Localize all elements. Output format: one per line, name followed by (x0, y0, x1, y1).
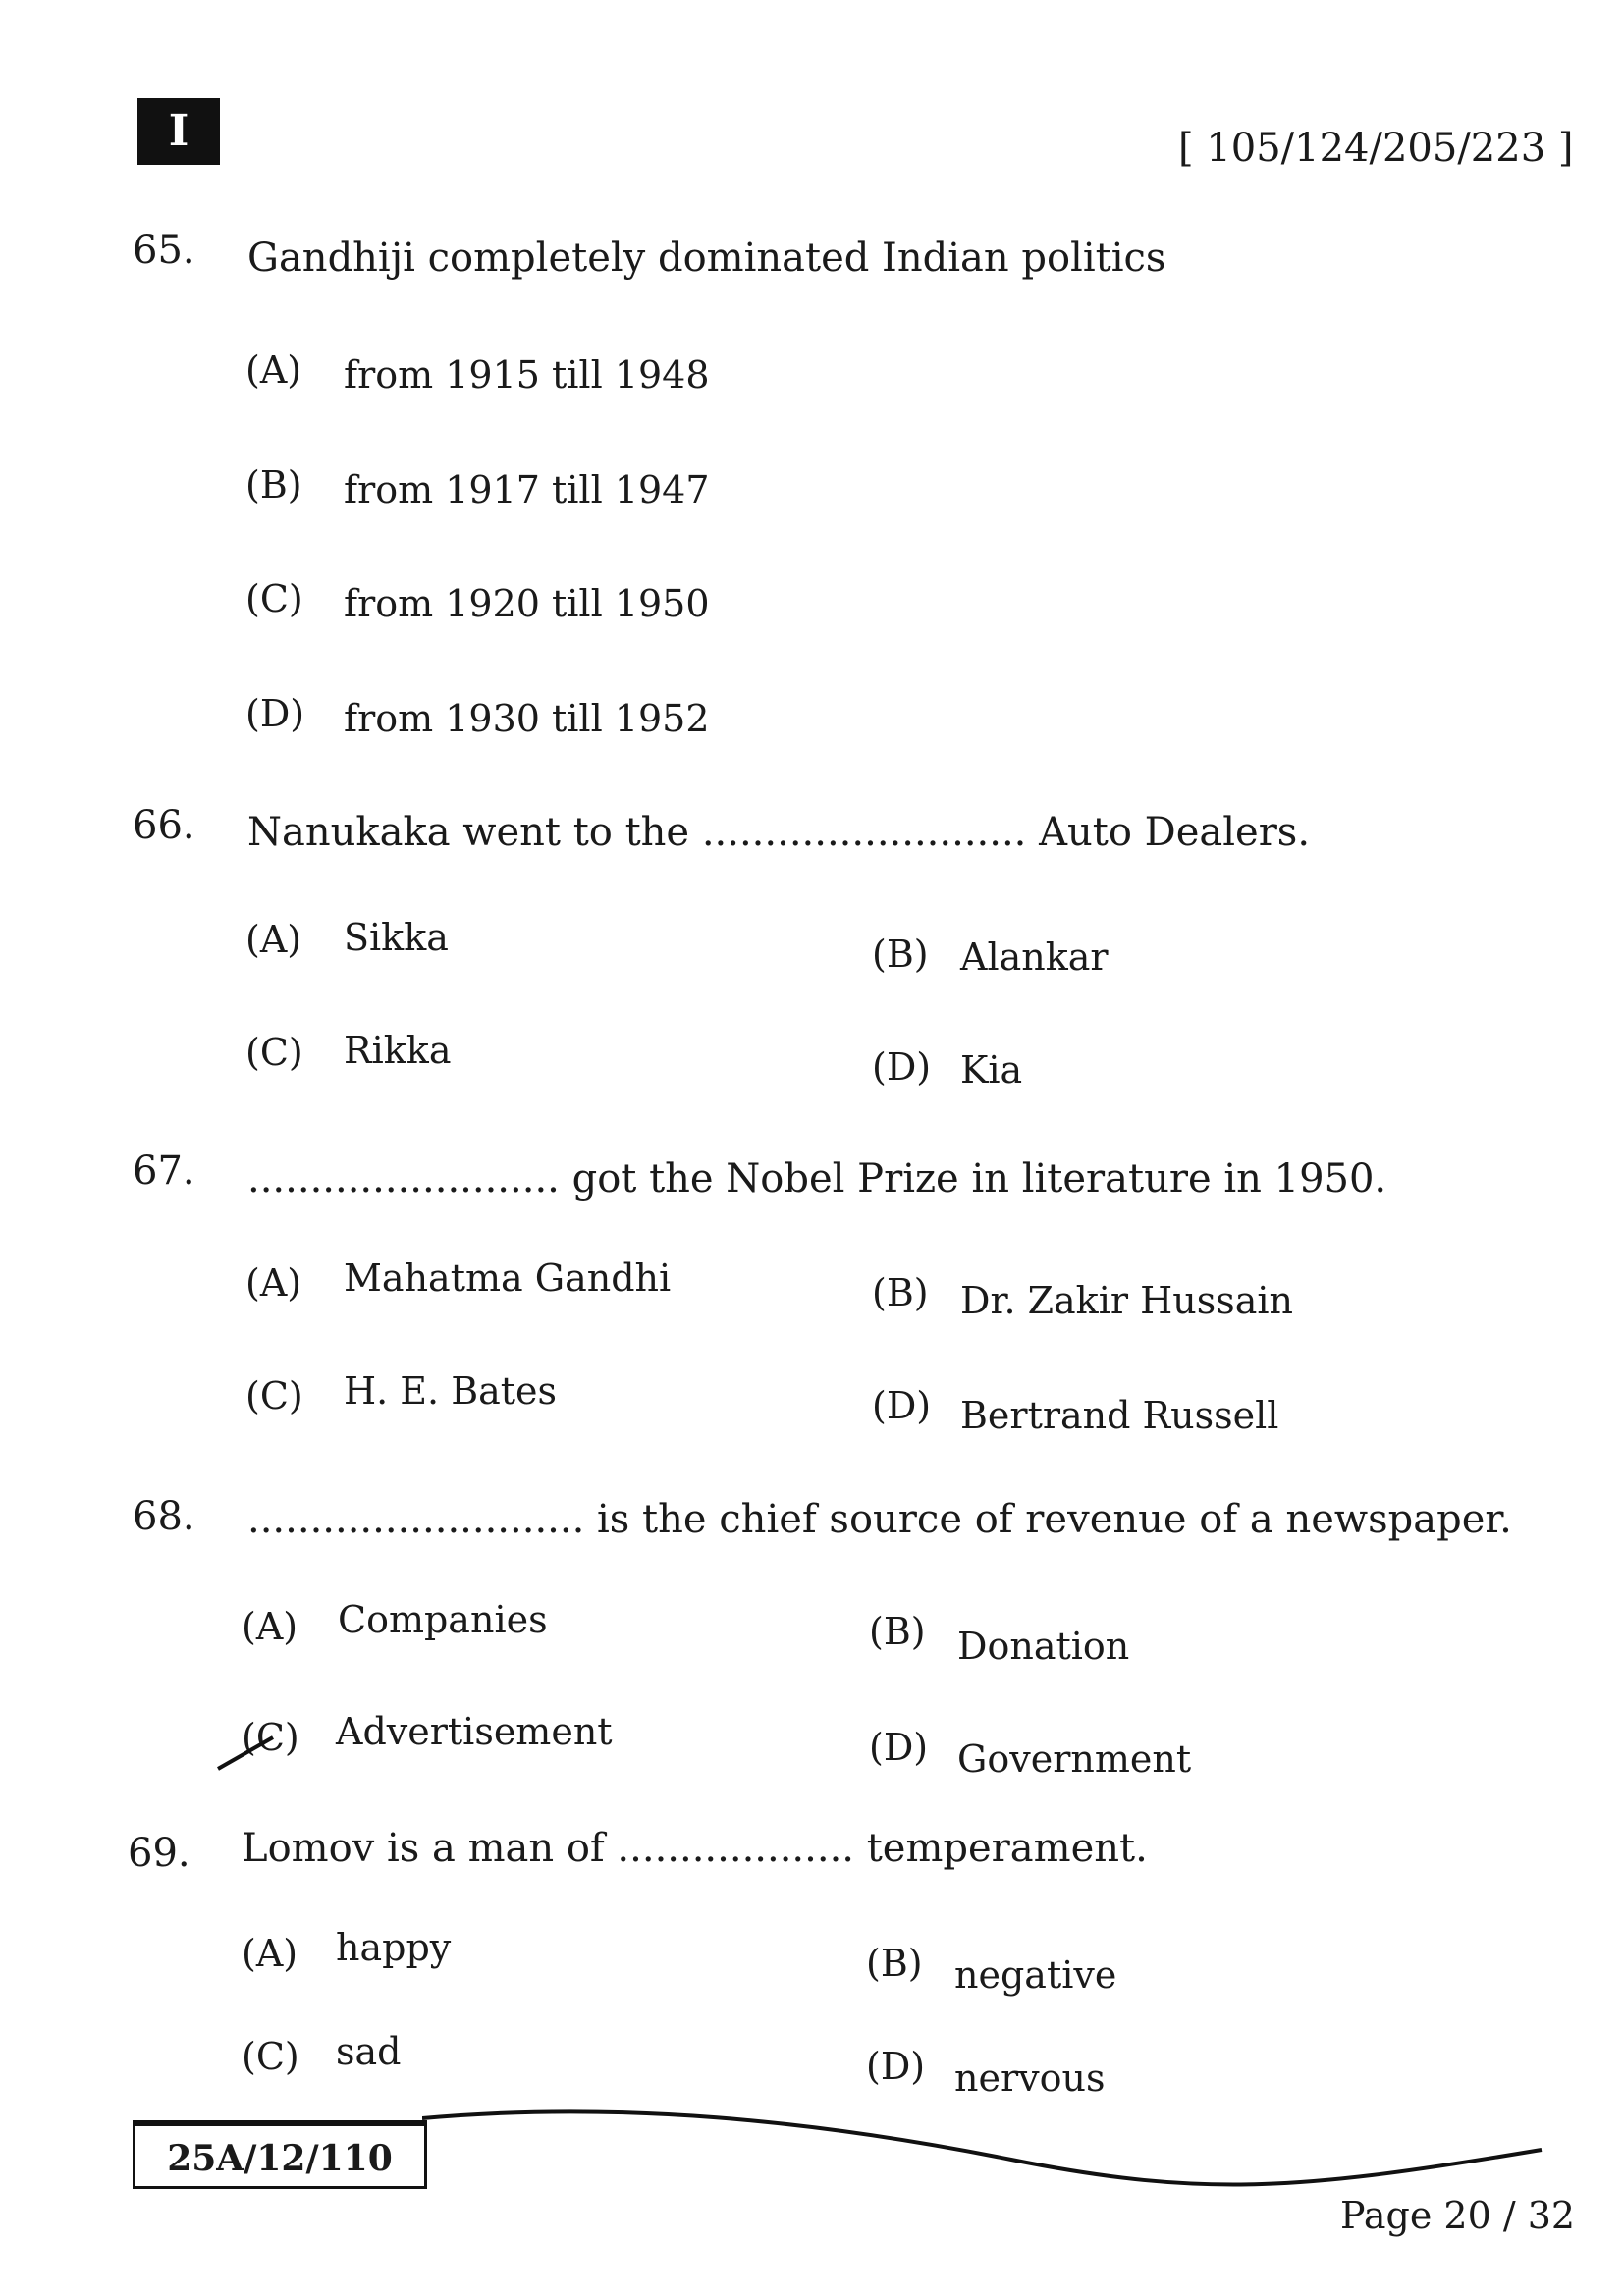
option-text: Kia (960, 1048, 1023, 1092)
option-text: happy (336, 1926, 452, 1969)
option-text: Mahatma Gandhi (344, 1256, 672, 1300)
question-text: Gandhiji completely dominated Indian politics (247, 236, 1166, 281)
question-number: 65. (133, 228, 195, 273)
question-number: 66. (133, 803, 195, 848)
option-text: Bertrand Russell (960, 1394, 1279, 1437)
option-label: (A) (245, 918, 302, 961)
option-text: Companies (338, 1598, 548, 1641)
option-text: Government (957, 1737, 1192, 1781)
booklet-code: 25A/12/110 (133, 2120, 427, 2189)
option-label: (D) (869, 1726, 929, 1769)
option-label: (B) (869, 1610, 926, 1653)
option-text: Dr. Zakir Hussain (960, 1279, 1293, 1322)
option-text: sad (336, 2030, 402, 2073)
option-text: negative (954, 1953, 1117, 1997)
option-text: nervous (954, 2056, 1106, 2100)
question-number: 68. (133, 1494, 195, 1539)
option-label: (B) (872, 1271, 929, 1314)
option-text: from 1930 till 1952 (344, 697, 710, 740)
option-label: (C) (245, 1031, 303, 1074)
option-label: (A) (245, 348, 302, 392)
option-text: Rikka (344, 1029, 452, 1072)
option-text: Donation (957, 1625, 1130, 1668)
option-label: (B) (872, 933, 929, 976)
question-text: Lomov is a man of ................... temperament. (242, 1826, 1148, 1871)
option-text: from 1920 till 1950 (344, 582, 710, 625)
question-text: ........................... is the chief source of revenue of a newspaper. (247, 1497, 1512, 1542)
option-label: (D) (245, 692, 305, 735)
option-text: Sikka (344, 916, 449, 959)
option-text: from 1915 till 1948 (344, 353, 710, 397)
option-label: (C) (245, 577, 303, 620)
option-label: (B) (245, 463, 302, 507)
option-label: (D) (866, 2045, 926, 2088)
option-text: H. E. Bates (344, 1369, 558, 1413)
option-label: (A) (245, 1261, 302, 1305)
option-label: (C) (242, 2035, 299, 2078)
question-text: ......................... got the Nobel Prize in literature in 1950. (247, 1156, 1387, 1201)
option-label: (A) (242, 1605, 298, 1648)
paper-code: [ 105/124/205/223 ] (1178, 126, 1574, 171)
option-label: (C) (242, 1716, 299, 1759)
option-text: from 1917 till 1947 (344, 468, 710, 511)
option-label: (D) (872, 1045, 932, 1089)
option-label: (D) (872, 1384, 932, 1427)
option-text: Advertisement (336, 1710, 613, 1753)
option-text: Alankar (960, 935, 1109, 979)
option-label: (C) (245, 1374, 303, 1417)
answer-tick-mark (214, 1708, 302, 1777)
footer-wave-line (422, 2101, 1581, 2199)
option-label: (B) (866, 1942, 923, 1985)
page-number: Page 20 / 32 (1340, 2194, 1576, 2237)
set-label: I (137, 98, 220, 165)
question-number: 67. (133, 1148, 195, 1194)
question-number: 69. (128, 1831, 190, 1876)
question-text: Nanukaka went to the .......................... Auto Dealers. (247, 810, 1311, 855)
option-label: (A) (242, 1932, 298, 1975)
